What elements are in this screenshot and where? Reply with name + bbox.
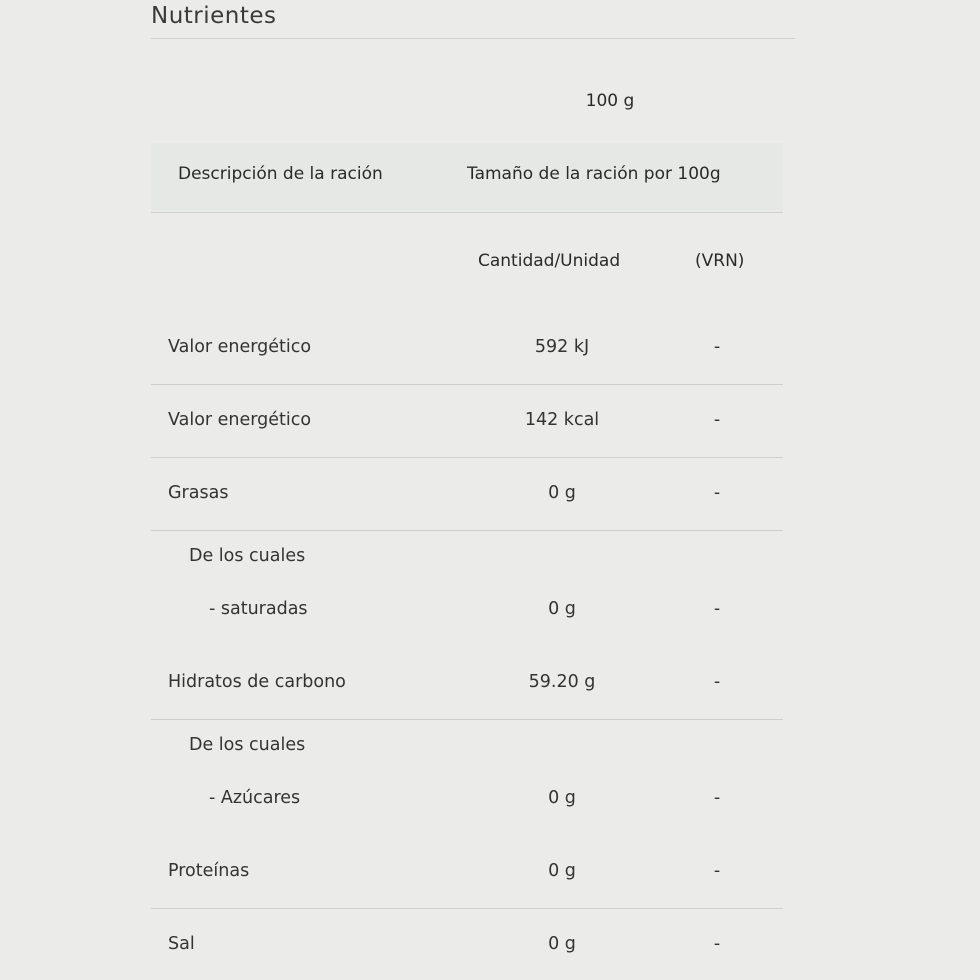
nutrient-name: Sal — [168, 934, 195, 954]
nutrient-name: Grasas — [168, 483, 229, 503]
nutrient-vrn: - — [713, 861, 721, 881]
nutrient-subheading: De los cuales — [189, 735, 306, 755]
title-divider — [151, 38, 795, 39]
nutrient-name: - saturadas — [209, 599, 308, 619]
nutrient-name: Valor energético — [168, 337, 312, 357]
description-divider — [151, 212, 783, 213]
row-divider — [151, 908, 783, 909]
nutrient-vrn: - — [713, 410, 721, 430]
nutrient-vrn: - — [713, 599, 721, 619]
nutrient-vrn: - — [713, 337, 721, 357]
row-divider — [151, 457, 783, 458]
serving-description-value: Tamaño de la ración por 100g — [467, 164, 721, 184]
nutrient-value: 0 g — [548, 483, 576, 503]
nutrient-vrn: - — [713, 934, 721, 954]
row-divider — [151, 384, 783, 385]
nutrient-value: 592 kJ — [534, 337, 590, 357]
nutrient-value: 0 g — [548, 861, 576, 881]
serving-size: 100 g — [585, 91, 635, 111]
nutrient-name: - Azúcares — [209, 788, 301, 808]
nutrient-name: Hidratos de carbono — [168, 672, 346, 692]
nutrient-value: 0 g — [548, 934, 576, 954]
nutrient-vrn: - — [713, 672, 721, 692]
nutrients-title: Nutrientes — [151, 3, 277, 29]
serving-description-label: Descripción de la ración — [178, 164, 383, 184]
nutrient-name: Proteínas — [168, 861, 250, 881]
nutrient-value: 0 g — [548, 599, 576, 619]
serving-description-band — [151, 143, 783, 211]
nutrient-value: 142 kcal — [524, 410, 600, 430]
nutrient-value: 0 g — [548, 788, 576, 808]
row-divider — [151, 530, 783, 531]
column-header-quantity: Cantidad/Unidad — [478, 251, 621, 271]
row-divider — [151, 719, 783, 720]
nutrient-vrn: - — [713, 788, 721, 808]
nutrient-name: Valor energético — [168, 410, 312, 430]
nutrient-vrn: - — [713, 483, 721, 503]
nutrient-value: 59.20 g — [528, 672, 596, 692]
nutrient-subheading: De los cuales — [189, 546, 306, 566]
column-header-vrn: (VRN) — [695, 251, 745, 271]
